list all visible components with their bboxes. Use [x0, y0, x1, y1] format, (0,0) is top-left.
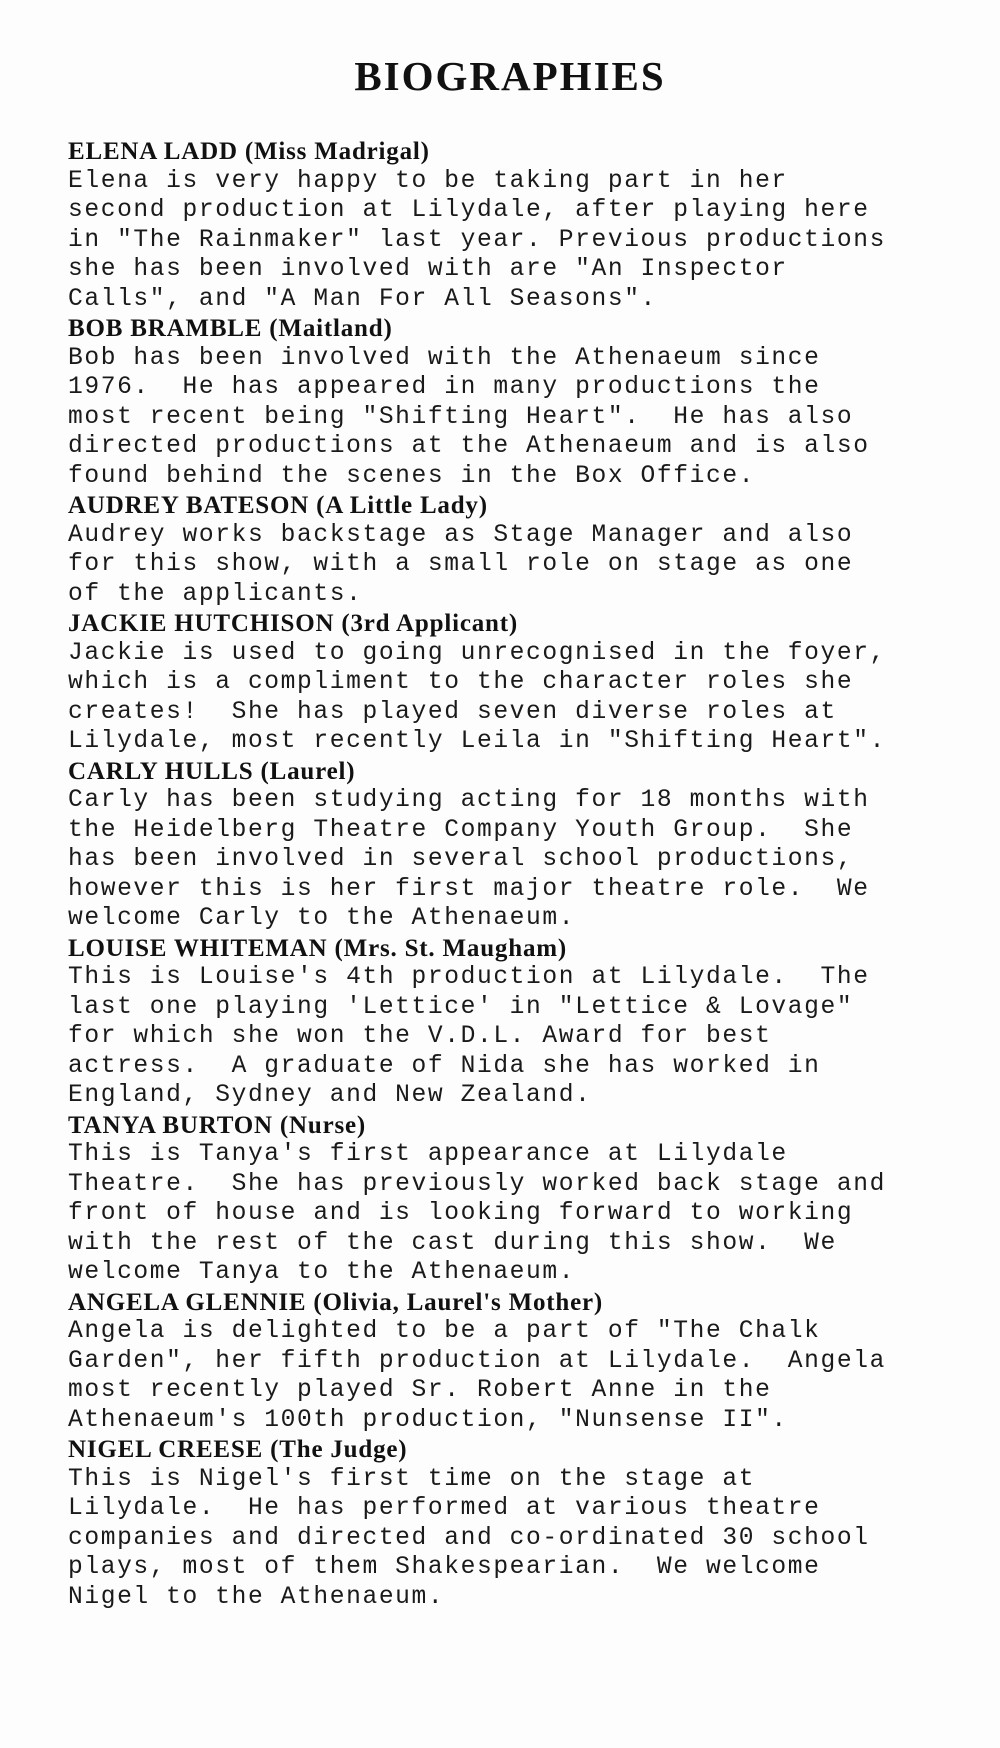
bio-line: in "The Rainmaker" last year. Previous productions — [68, 226, 886, 254]
bio-line: actress. A graduate of Nida she has worked in — [68, 1052, 821, 1080]
bio-line: Elena is very happy to be taking part in her — [68, 167, 788, 195]
bio-line: however this is her first major theatre role. We — [68, 875, 870, 903]
biographies-list — [68, 137, 978, 1612]
bio-line: Jackie is used to going unrecognised in the foyer, — [68, 639, 886, 667]
bio-line: last one playing 'Lettice' in "Lettice & Lovage" — [68, 993, 854, 1021]
page-title: BIOGRAPHIES — [354, 53, 666, 99]
bio-heading: NIGEL CREESE (The Judge) — [68, 1436, 408, 1463]
bio-line: This is Louise's 4th production at Lilydale. The — [68, 964, 870, 991]
bio-line: most recently played Sr. Robert Anne in the — [68, 1377, 772, 1404]
bio-entry — [68, 1435, 978, 1612]
bio-line: for which she won the V.D.L. Award for best — [68, 1023, 772, 1050]
bio-heading: BOB BRAMBLE (Maitland) — [68, 315, 393, 342]
bio-heading: ELENA LADD (Miss Madrigal) — [68, 138, 430, 165]
bio-line: directed productions at the Athenaeum and is also — [68, 433, 870, 460]
bio-line: welcome Tanya to the Athenaeum. — [68, 1259, 576, 1286]
bio-line: Athenaeum's 100th production, "Nunsense II". — [68, 1406, 788, 1434]
bio-line: creates! She has played seven diverse roles at — [68, 698, 837, 726]
bio-line: she has been involved with are "An Inspector — [68, 256, 788, 283]
bio-heading: AUDREY BATESON (A Little Lady) — [68, 492, 488, 519]
bio-line: Nigel to the Athenaeum. — [68, 1583, 445, 1611]
bio-line: This is Nigel's first time on the stage at — [68, 1465, 756, 1493]
bio-line: most recent being "Shifting Heart". He has also — [68, 403, 854, 431]
bio-line: Theatre. She has previously worked back stage and — [68, 1170, 886, 1198]
bio-heading: CARLY HULLS (Laurel) — [68, 757, 356, 785]
bio-line: Lilydale. He has performed at various theatre — [68, 1495, 821, 1522]
bio-line: front of house and is looking forward to working — [68, 1200, 854, 1227]
bio-line: plays, most of them Shakespearian. We welcome — [68, 1554, 821, 1581]
bio-entry — [68, 137, 978, 314]
bio-line: Lilydale, most recently Leila in "Shifting Heart". — [68, 728, 886, 755]
bio-entry — [68, 1288, 978, 1436]
bio-entry — [68, 934, 978, 1111]
bio-entry — [68, 314, 978, 491]
bio-line: the Heidelberg Theatre Company Youth Group. She — [68, 816, 854, 844]
bio-entry — [68, 757, 978, 934]
bio-line: for this show, with a small role on stage as one — [68, 551, 854, 578]
bio-line: 1976. He has appeared in many productions the — [68, 374, 821, 401]
bio-entry — [68, 491, 978, 609]
bio-line: welcome Carly to the Athenaeum. — [68, 905, 576, 932]
bio-line: Angela is delighted to be a part of "The Chalk — [68, 1318, 821, 1345]
bio-line: Audrey works backstage as Stage Manager and also — [68, 521, 854, 549]
bio-heading: ANGELA GLENNIE (Olivia, Laurel's Mother) — [68, 1288, 604, 1316]
bio-line: has been involved in several school productions, — [68, 846, 854, 873]
bio-line: companies and directed and co-ordinated 30 school — [68, 1524, 870, 1552]
bio-line: Carly has been studying acting for 18 months with — [68, 787, 870, 814]
bio-heading: JACKIE HUTCHISON (3rd Applicant) — [68, 610, 518, 637]
bio-line: This is Tanya's first appearance at Lilydale — [68, 1141, 788, 1168]
bio-line: which is a compliment to the character roles she — [68, 669, 854, 696]
bio-line: found behind the scenes in the Box Office. — [68, 462, 756, 490]
bio-entry — [68, 1111, 978, 1288]
bio-line: with the rest of the cast during this show. We — [68, 1229, 837, 1257]
bio-line: Bob has been involved with the Athenaeum since — [68, 344, 821, 372]
bio-line: second production at Lilydale, after playing here — [68, 197, 870, 224]
bio-heading: TANYA BURTON (Nurse) — [68, 1111, 367, 1139]
bio-line: of the applicants. — [68, 580, 363, 608]
bio-entry — [68, 609, 978, 757]
bio-line: Calls", and "A Man For All Seasons". — [68, 285, 657, 313]
bio-heading: LOUISE WHITEMAN (Mrs. St. Maugham) — [68, 934, 567, 962]
bio-line: England, Sydney and New Zealand. — [68, 1082, 592, 1109]
bio-line: Garden", her fifth production at Lilydale. Angela — [68, 1347, 886, 1375]
